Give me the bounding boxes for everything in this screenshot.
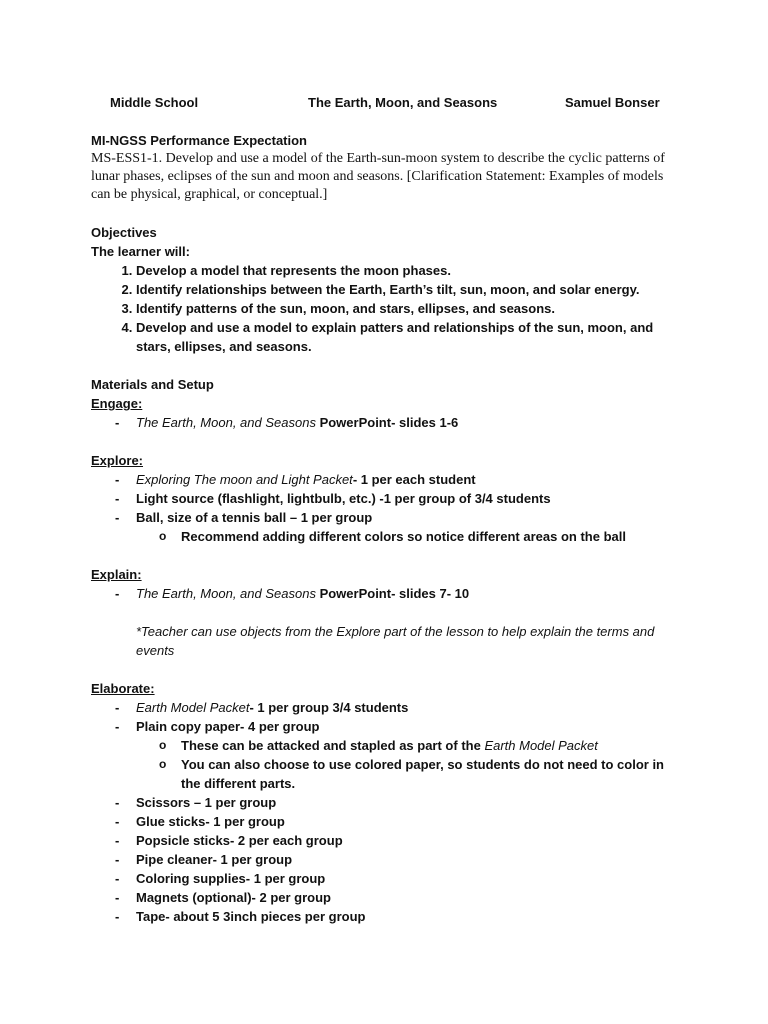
elaborate-subitem-pre: These can be attacked and stapled as part of the — [181, 738, 485, 753]
page-header — [0, 93, 768, 112]
expectation-heading: MI-NGSS Performance Expectation — [91, 133, 307, 148]
explore-item: - Light source (flashlight, lightbulb, etc.) -1 per group of 3/4 students — [91, 489, 671, 508]
explain-item-title: The Earth, Moon, and Seasons — [136, 586, 316, 601]
elaborate-subitem: o You can also choose to use colored paper, so students do not need to color in the different parts. — [91, 755, 671, 793]
elaborate-item: - Plain copy paper- 4 per group — [91, 717, 671, 736]
elaborate-item: - Magnets (optional)- 2 per group — [91, 888, 671, 907]
objectives-intro: The learner will: — [91, 244, 190, 259]
elaborate-item: - Scissors – 1 per group — [91, 793, 671, 812]
objective-item: 2. Identify relationships between the Earth, Earth’s tilt, sun, moon, and solar energy. — [136, 280, 671, 299]
elaborate-subitem-title: Earth Model Packet — [484, 738, 598, 753]
elaborate-subitem — [91, 736, 671, 755]
elaborate-item: - Pipe cleaner- 1 per group — [91, 850, 671, 869]
objectives-list — [91, 261, 671, 356]
header-lesson-title: The Earth, Moon, and Seasons — [308, 95, 498, 110]
explore-item1-rest: - 1 per each student — [352, 472, 476, 487]
explore-item1-title: Exploring The moon and Light Packet — [136, 472, 353, 487]
elaborate-item: - Coloring supplies- 1 per group — [91, 869, 671, 888]
objectives-heading: Objectives — [91, 225, 157, 240]
explore-item — [91, 470, 671, 489]
engage-item-rest: PowerPoint- slides 1-6 — [315, 415, 459, 430]
elaborate-item: - Popsicle sticks- 2 per each group — [91, 831, 671, 850]
objective-item: 1. Develop a model that represents the moon phases. — [136, 261, 671, 280]
explore-label: Explore: — [91, 453, 144, 468]
elaborate-item1-title: Earth Model Packet — [136, 700, 250, 715]
engage-item — [91, 413, 671, 432]
elaborate-item: - Tape- about 5 3inch pieces per group — [91, 907, 671, 926]
explain-item — [91, 584, 671, 603]
explain-item-rest: PowerPoint- slides 7- 10 — [315, 586, 470, 601]
engage-item-title: The Earth, Moon, and Seasons — [136, 415, 316, 430]
explain-label: Explain: — [91, 567, 142, 582]
elaborate-item1-rest: - 1 per group 3/4 students — [249, 700, 409, 715]
elaborate-item — [91, 698, 671, 717]
header-grade-level: Middle School — [110, 95, 199, 110]
engage-label: Engage: — [91, 396, 143, 411]
elaborate-label: Elaborate: — [91, 681, 155, 696]
expectation-text: MS-ESS1-1. Develop and use a model of the Earth-sun-moon system to describe the cyclic patterns of lunar phases, eclipses of the sun and moon and seasons. [Clarification Statement: Examples of models can be physical, graphical, or conceptual.] — [91, 151, 665, 202]
objective-item: 4. Develop and use a model to explain patters and relationships of the sun, moon, and stars, ellipses, and seasons. — [136, 318, 671, 356]
header-author: Samuel Bonser — [565, 95, 660, 110]
materials-heading: Materials and Setup — [91, 377, 214, 392]
objective-item: 3. Identify patterns of the sun, moon, and stars, ellipses, and seasons. — [136, 299, 671, 318]
elaborate-item: - Glue sticks- 1 per group — [91, 812, 671, 831]
explore-subitem: o Recommend adding different colors so notice different areas on the ball — [91, 527, 671, 546]
explain-note — [91, 622, 671, 660]
explore-item: - Ball, size of a tennis ball – 1 per group — [91, 508, 671, 527]
explain-note-text: *Teacher can use objects from the Explore part of the lesson to help explain the terms and events — [136, 624, 655, 658]
document-body — [91, 131, 671, 926]
